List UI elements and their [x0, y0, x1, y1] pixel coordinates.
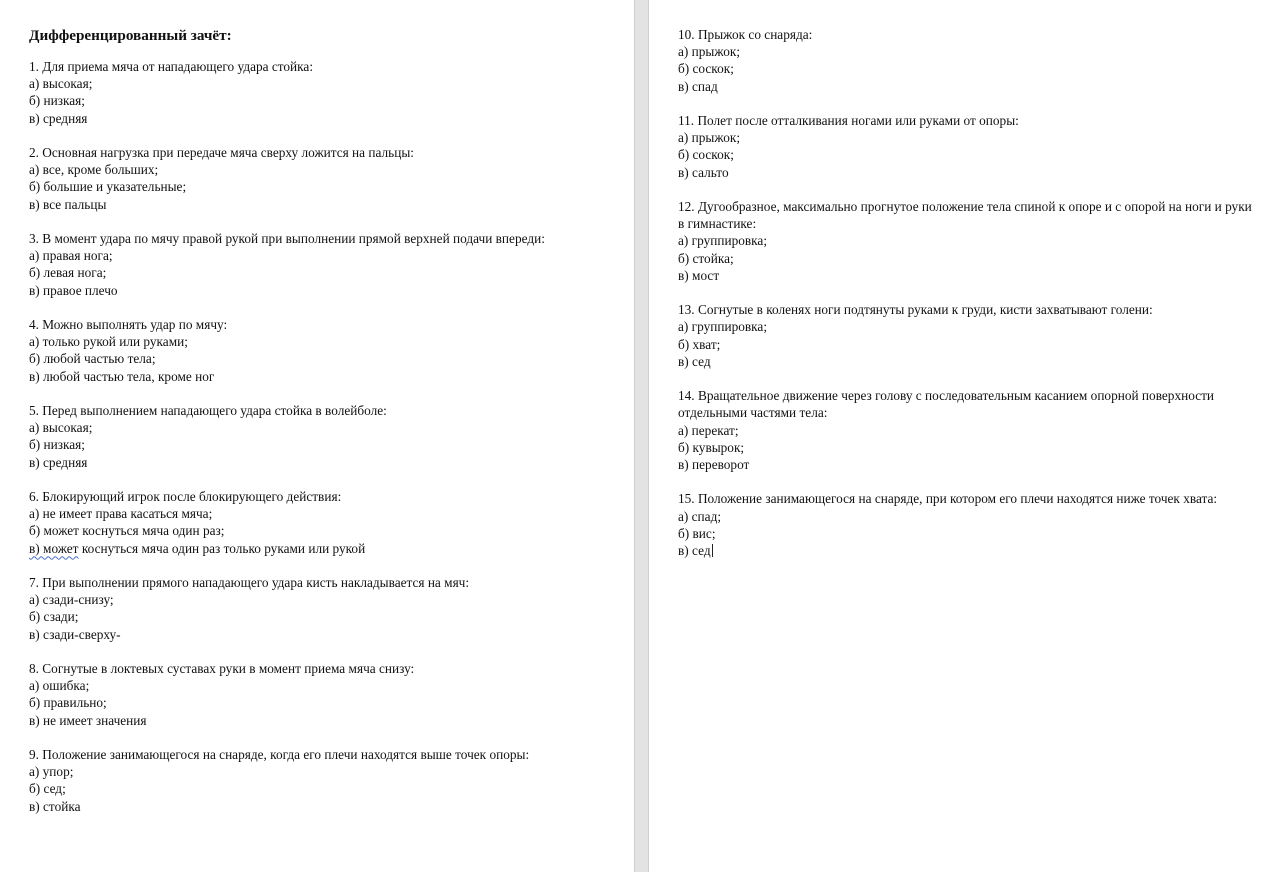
question-block — [29, 316, 619, 385]
page-left-text-column[interactable] — [29, 26, 619, 832]
answer-option: б) левая нога; — [29, 265, 107, 281]
question-text: 13. Согнутые в коленях ноги подтянуты руками к груди, кисти захватывают голени: — [678, 302, 1153, 318]
question-block — [29, 746, 619, 815]
question-text: 11. Полет после отталкивания ногами или руками от опоры: — [678, 113, 1019, 128]
text-cursor — [712, 544, 713, 557]
answer-option: б) большие и указательные; — [29, 179, 187, 195]
answer-option: а) прыжок; — [678, 130, 741, 146]
document-page-right[interactable] — [649, 0, 1279, 872]
answer-option: б) соскок; — [678, 147, 734, 163]
answer-option: а) только рукой или руками; — [29, 334, 188, 350]
answer-option: а) группировка; — [678, 319, 768, 335]
question-block — [29, 402, 619, 471]
answer-option — [29, 540, 619, 557]
answer-option: б) вис; — [678, 525, 716, 541]
page-gutter — [634, 0, 649, 872]
answer-option: а) упор; — [29, 764, 74, 780]
answer-option: б) правильно; — [29, 695, 107, 711]
answer-option: в) сед — [678, 353, 711, 369]
answer-option: в) правое плечо — [29, 282, 118, 298]
answer-option: а) не имеет права касаться мяча; — [29, 506, 213, 522]
answer-option-rest: коснуться мяча один раз только руками или рукой — [78, 540, 366, 556]
answer-option: а) перекат; — [678, 422, 739, 438]
question-list-right — [678, 26, 1253, 559]
question-block — [678, 198, 1253, 284]
question-block — [678, 490, 1253, 559]
question-text: 4. Можно выполнять удар по мячу: — [29, 317, 228, 332]
answer-option: в) не имеет значения — [29, 712, 147, 728]
question-text: 14. Вращательное движение через голову с последовательным касанием опорной поверхности отдельными частями тела: — [678, 388, 1215, 421]
question-block — [29, 230, 619, 299]
answer-option: в) спад — [678, 78, 718, 94]
answer-option-text: в) сед — [678, 543, 711, 559]
question-text: 15. Положение занимающегося на снаряде, при котором его плечи находятся ниже точек хвата: — [678, 491, 1218, 507]
question-text: 7. При выполнении прямого нападающего удара кисть накладывается на мяч: — [29, 575, 470, 590]
answer-option — [678, 542, 1253, 559]
question-block — [678, 387, 1253, 473]
answer-option: в) мост — [678, 267, 720, 283]
answer-option: в) все пальцы — [29, 196, 107, 212]
question-block — [678, 26, 1253, 95]
question-text: 9. Положение занимающегося на снаряде, когда его плечи находятся выше точек опоры: — [29, 747, 530, 762]
page-right-text-column[interactable] — [678, 26, 1253, 576]
answer-option: б) кувырок; — [678, 439, 745, 455]
question-text: 3. В момент удара по мячу правой рукой при выполнении прямой верхней подачи впереди: — [29, 231, 545, 246]
answer-option: в) сзади-сверху- — [29, 626, 121, 642]
answer-option: а) прыжок; — [678, 44, 741, 60]
answer-option: в) переворот — [678, 457, 750, 473]
answer-option: б) низкая; — [29, 437, 85, 453]
answer-option: а) высокая; — [29, 76, 93, 92]
answer-option: в) средняя — [29, 110, 88, 126]
answer-option: б) соскок; — [678, 61, 734, 77]
question-block — [29, 574, 619, 643]
document-title: Дифференцированный зачёт: — [29, 27, 232, 44]
answer-option: б) низкая; — [29, 93, 85, 109]
document-page-left[interactable] — [0, 0, 634, 872]
answer-option: б) стойка; — [678, 250, 734, 266]
question-text: 12. Дугообразное, максимально прогнутое положение тела спиной к опоре и с опорой на ноги и руки в гимнастике: — [678, 199, 1252, 232]
answer-option: в) стойка — [29, 798, 81, 814]
answer-option: в) сальто — [678, 164, 729, 180]
answer-option: а) высокая; — [29, 420, 93, 436]
question-block — [678, 301, 1253, 370]
question-list-left — [29, 58, 619, 815]
question-text: 5. Перед выполнением нападающего удара стойка в волейболе: — [29, 403, 387, 418]
answer-option: б) любой частью тела; — [29, 351, 156, 367]
answer-option: в) любой частью тела, кроме ног — [29, 368, 215, 384]
answer-option: б) хват; — [678, 336, 721, 352]
answer-option: б) сзади; — [29, 609, 79, 625]
question-block — [29, 660, 619, 729]
question-block — [678, 112, 1253, 181]
question-text: 2. Основная нагрузка при передаче мяча сверху ложится на пальцы: — [29, 145, 414, 160]
spellcheck-underlined-text: в) может — [29, 540, 79, 556]
answer-option: а) группировка; — [678, 233, 768, 249]
question-block — [29, 58, 619, 127]
answer-option: б) сед; — [29, 781, 66, 797]
answer-option: а) спад; — [678, 508, 722, 524]
question-text: 6. Блокирующий игрок после блокирующего действия: — [29, 489, 342, 504]
answer-option: б) может коснуться мяча один раз; — [29, 523, 225, 539]
question-text: 10. Прыжок со снаряда: — [678, 27, 813, 42]
question-block — [29, 144, 619, 213]
answer-option: а) правая нога; — [29, 248, 113, 264]
answer-option: а) все, кроме больших; — [29, 162, 159, 178]
question-block — [29, 488, 619, 557]
answer-option: а) сзади-снизу; — [29, 592, 114, 608]
answer-option: в) средняя — [29, 454, 88, 470]
question-text: 1. Для приема мяча от нападающего удара стойка: — [29, 59, 314, 74]
question-text: 8. Согнутые в локтевых суставах руки в момент приема мяча снизу: — [29, 661, 415, 676]
answer-option: а) ошибка; — [29, 678, 90, 694]
